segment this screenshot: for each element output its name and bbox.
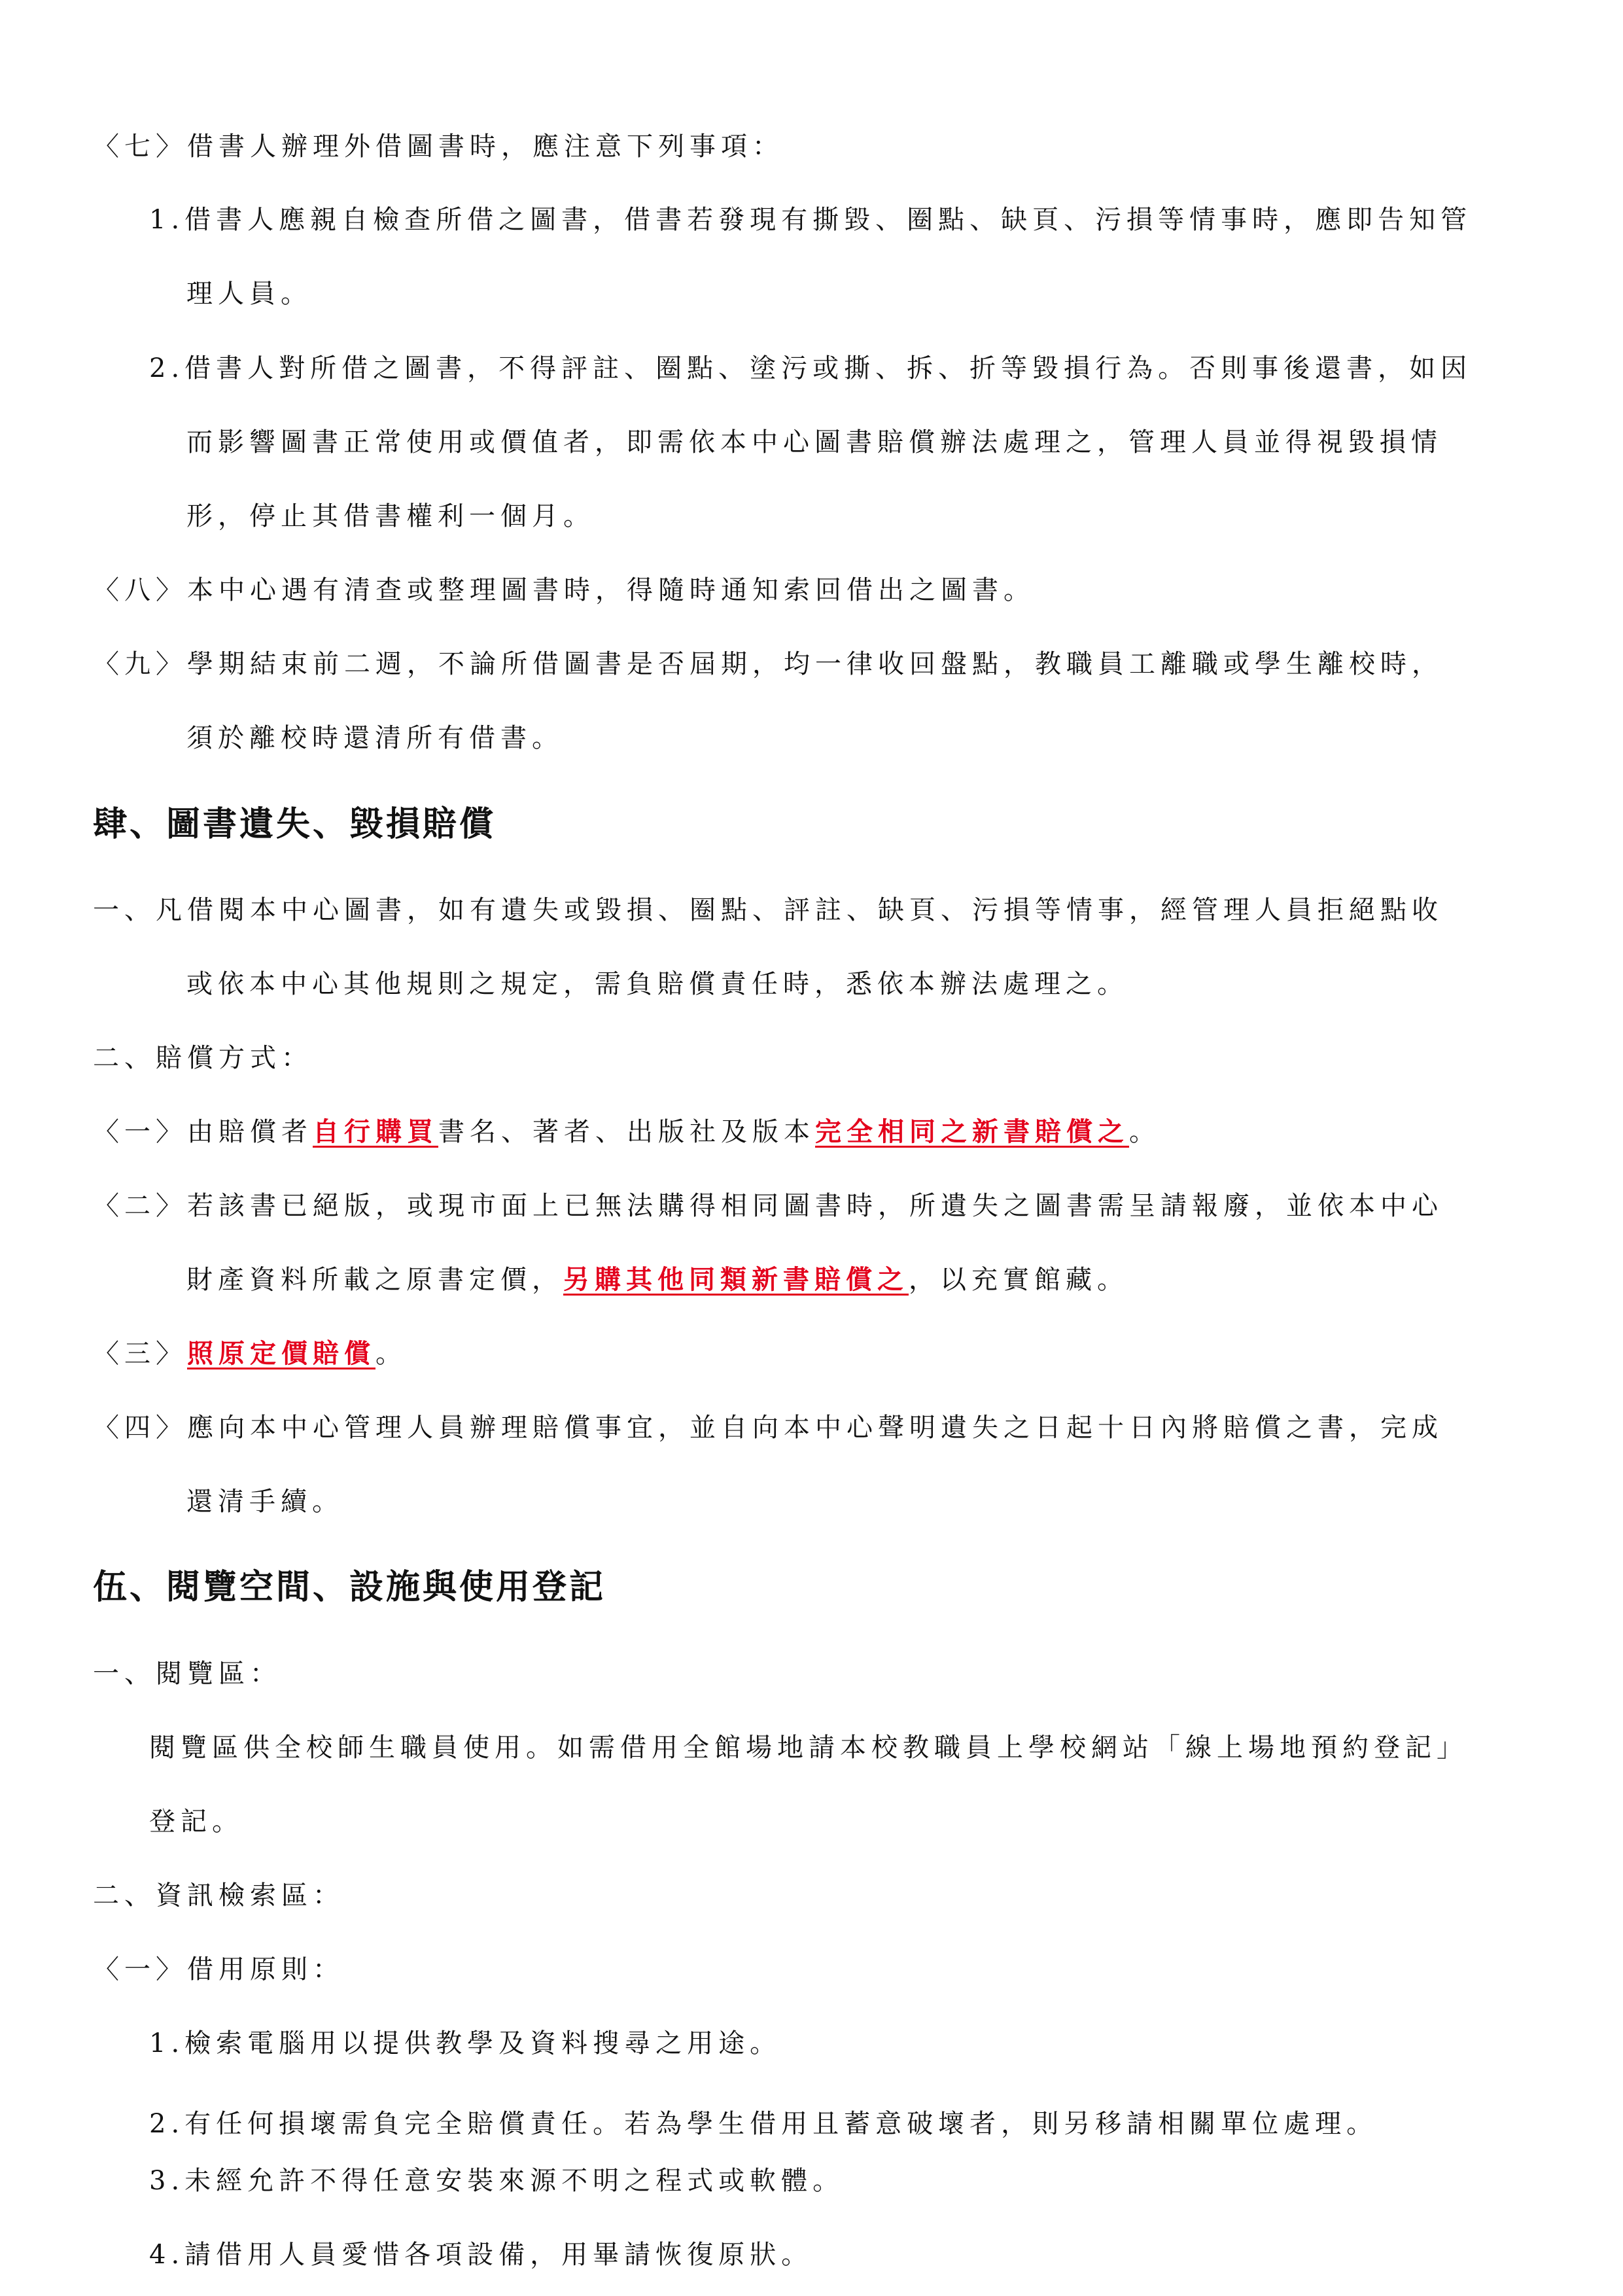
method-1-text-b: 書名、著者、出版社及版本 <box>438 1117 815 1147</box>
item-7-2-cont2: 形，停止其借書權利一個月。 <box>186 501 595 531</box>
method-3-text-b: 。 <box>375 1339 407 1369</box>
clause-2: 二、賠償方式： <box>93 1043 313 1073</box>
method-1 <box>93 1114 1161 1150</box>
area-1: 一、閱覽區： <box>93 1659 281 1689</box>
method-3-text-a: 〈三〉 <box>93 1339 187 1369</box>
method-1-text-a: 〈一〉由賠償者 <box>93 1117 313 1147</box>
clause-1: 一、凡借閱本中心圖書，如有遺失或毀損、圈點、評註、缺頁、污損等情事，經管理人員拒絕點收 <box>93 895 1443 925</box>
clause-1-cont: 或依本中心其他規則之規定，需負賠償責任時，悉依本辦法處理之。 <box>186 969 1128 999</box>
item-9-cont: 須於離校時還清所有借書。 <box>186 723 563 753</box>
principle-3: 3.未經允許不得任意安裝來源不明之程式或軟體。 <box>149 2166 845 2196</box>
item-7: 〈七〉借書人辦理外借圖書時，應注意下列事項： <box>93 132 784 162</box>
area-2-principles: 〈一〉借用原則： <box>93 1954 344 1985</box>
area-2: 二、資訊檢索區： <box>93 1881 344 1911</box>
section-heading-5: 伍、閱覽空間、設施與使用登記 <box>93 1567 606 1607</box>
method-1-highlight-a: 自行購買 <box>313 1116 438 1147</box>
section-heading-4: 肆、圖書遺失、毀損賠償 <box>93 804 497 844</box>
item-7-1: 1.借書人應親自檢查所借之圖書，借書若發現有撕毀、圈點、缺頁、污損等情事時，應即告知管 <box>149 205 1473 235</box>
method-2-highlight: 另購其他同類新書賠償之 <box>563 1264 909 1295</box>
item-7-1-cont: 理人員。 <box>186 279 312 309</box>
method-4-cont: 還清手續。 <box>186 1487 343 1517</box>
area-1-desc-cont: 登記。 <box>149 1807 243 1837</box>
method-4: 〈四〉應向本中心管理人員辦理賠償事宜，並自向本中心聲明遺失之日起十日內將賠償之書，完成 <box>93 1413 1443 1443</box>
method-3 <box>93 1335 407 1372</box>
area-1-desc: 閱覽區供全校師生職員使用。如需借用全館場地請本校教職員上學校網站「線上場地預約登記」 <box>149 1733 1468 1763</box>
method-1-highlight-b: 完全相同之新書賠償之 <box>815 1116 1129 1147</box>
method-2-cont <box>186 1262 1128 1298</box>
principle-4: 4.請借用人員愛惜各項設備，用畢請恢復原狀。 <box>149 2240 813 2270</box>
principle-1: 1.檢索電腦用以提供教學及資料搜尋之用途。 <box>149 2028 782 2058</box>
method-3-highlight: 照原定價賠償 <box>187 1338 375 1369</box>
method-2: 〈二〉若該書已絕版，或現市面上已無法購得相同圖書時，所遺失之圖書需呈請報廢，並依本中心 <box>93 1191 1443 1221</box>
method-2-text-b: ，以充實館藏。 <box>909 1265 1128 1295</box>
principle-2: 2.有任何損壞需負完全賠償責任。若為學生借用且蓄意破壞者，則另移請相關單位處理。 <box>149 2109 1378 2139</box>
method-1-text-c: 。 <box>1129 1117 1161 1147</box>
item-9: 〈九〉學期結束前二週，不論所借圖書是否屆期，均一律收回盤點，教職員工離職或學生離校時， <box>93 649 1443 679</box>
item-7-2: 2.借書人對所借之圖書，不得評註、圈點、塗污或撕、拆、折等毀損行為。否則事後還書，如因 <box>149 353 1473 383</box>
item-8: 〈八〉本中心遇有清查或整理圖書時，得隨時通知索回借出之圖書。 <box>93 575 1035 605</box>
method-2-text-a: 財產資料所載之原書定價， <box>186 1265 563 1295</box>
item-7-2-cont: 而影響圖書正常使用或價值者，即需依本中心圖書賠償辦法處理之，管理人員並得視毀損情 <box>186 427 1442 457</box>
